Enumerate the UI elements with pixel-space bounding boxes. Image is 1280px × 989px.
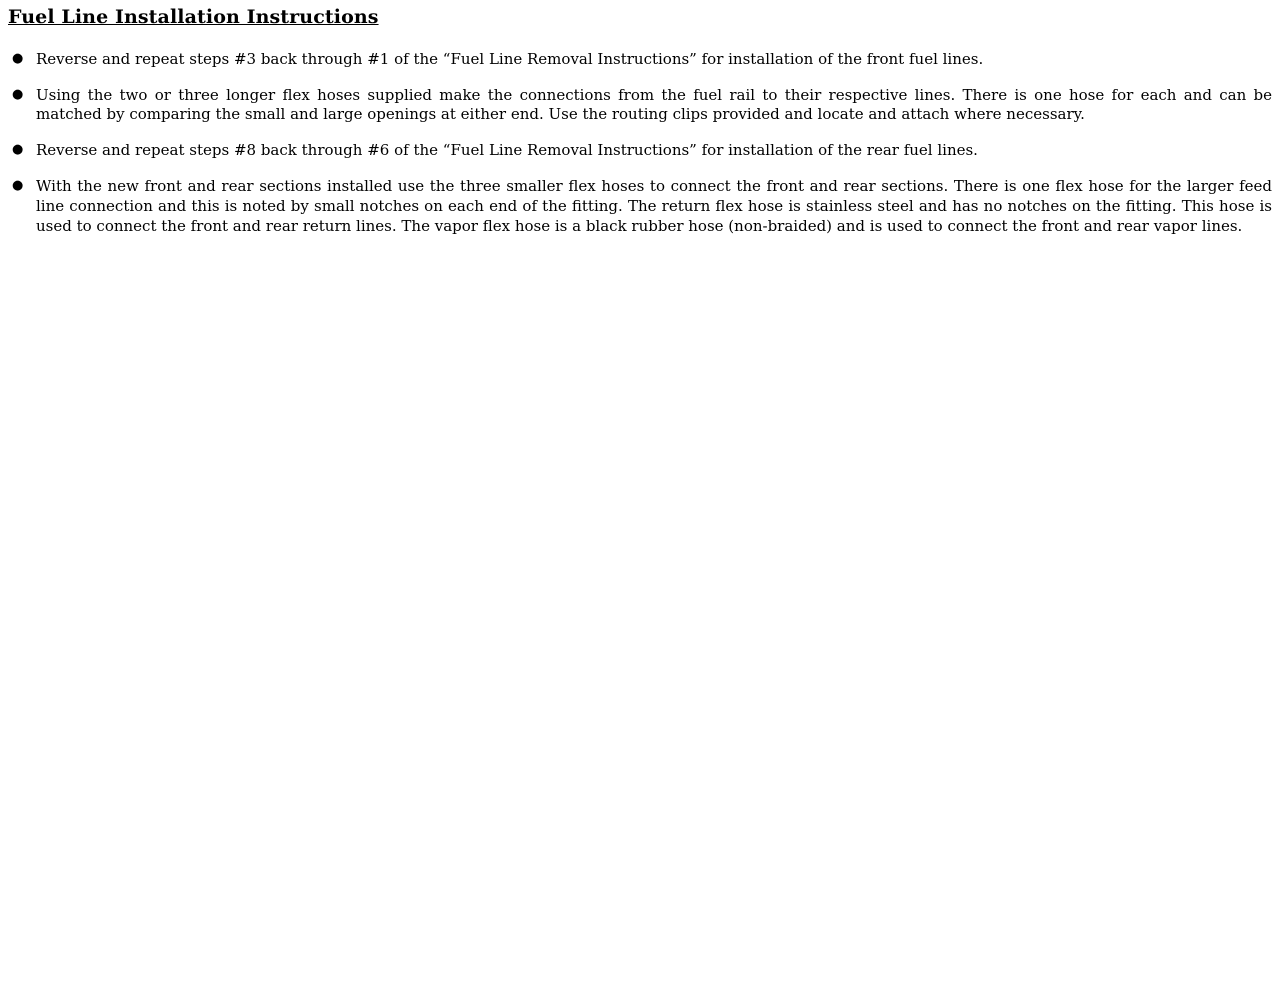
list-item bbox=[0, 141, 1272, 161]
bullet-icon: ● bbox=[12, 142, 24, 158]
bullet-icon: ● bbox=[12, 50, 24, 66]
list-item-text: Using the two or three longer flex hoses supplied make the connections from the fuel rail to their respective lines. There is one hose for each and can be matched by comparing the small and large openings at either end. Use the routing clips provided and locate and attach where necessary. bbox=[36, 85, 1272, 124]
list-item-text: Reverse and repeat steps #3 back through #1 of the “Fuel Line Removal Instructions” for installation of the front fuel lines. bbox=[36, 49, 984, 68]
instructions-list bbox=[0, 50, 1280, 237]
list-item bbox=[0, 177, 1272, 236]
list-item bbox=[0, 86, 1272, 126]
bullet-icon: ● bbox=[12, 86, 24, 102]
list-item bbox=[0, 50, 1272, 70]
page-title: Fuel Line Installation Instructions bbox=[8, 6, 379, 28]
bullet-icon: ● bbox=[12, 177, 24, 193]
list-item-text: With the new front and rear sections installed use the three smaller flex hoses to connect the front and rear sections. There is one flex hose for the larger feed line connection and this is noted by small notches on each end of the fitting. The return flex hose is stainless steel and has no notches on the fitting. This hose is used to connect the front and rear return lines. The vapor flex hose is a black rubber hose (non-braided) and is used to connect the front and rear vapor lines. bbox=[36, 176, 1272, 235]
list-item-text: Reverse and repeat steps #8 back through #6 of the “Fuel Line Removal Instructions” for installation of the rear fuel lines. bbox=[36, 141, 978, 160]
